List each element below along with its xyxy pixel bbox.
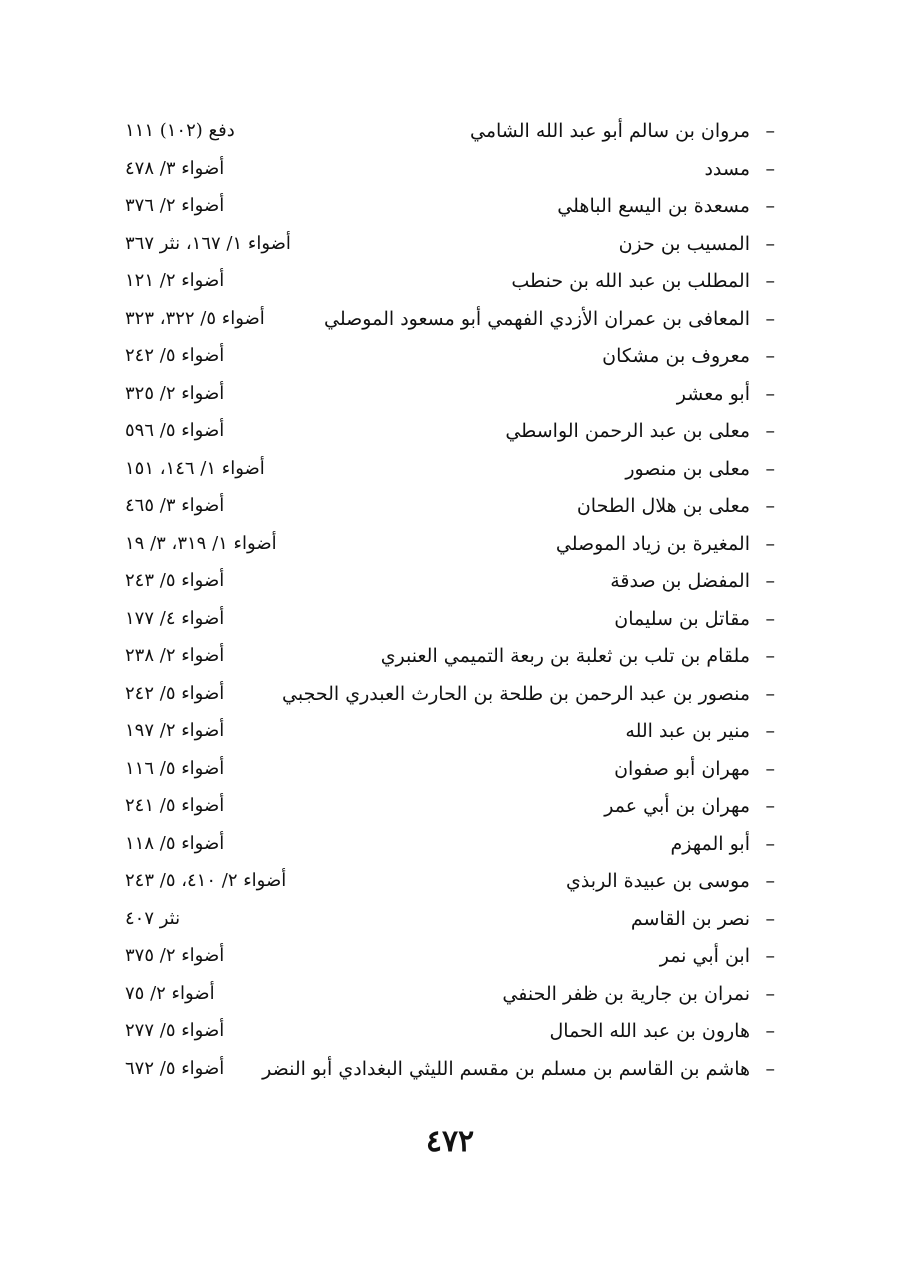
entry-dash: –: [765, 645, 775, 667]
entry-name: المطلب بن عبد الله بن حنطب: [511, 270, 750, 292]
entry-reference-text: أضواء ١/ ١٤٦، ١٥١: [125, 457, 265, 479]
entry-dash: –: [765, 532, 775, 555]
entry-dash: –: [765, 420, 775, 442]
entry-reference-text: أضواء ٣/ ٤٧٨: [125, 157, 225, 179]
index-entry: [0, 114, 900, 152]
entry-reference-text: دفع (١٠٢) ١١١: [125, 120, 235, 141]
entry-dash: –: [765, 195, 775, 217]
index-entry: [0, 189, 900, 227]
entry-dash: –: [765, 120, 775, 142]
entry-dash: –: [765, 345, 775, 367]
entry-name: منصور بن عبد الرحمن بن طلحة بن الحارث العبدري الحجبي: [282, 682, 750, 705]
entry-reference-text: أضواء ١/ ١٦٧، نثر ٣٦٧: [125, 232, 291, 254]
entry-name: مسعدة بن اليسع الباهلي: [557, 195, 750, 217]
entry-name: ابن أبي نمر: [659, 945, 750, 967]
entry-dash: –: [765, 870, 775, 892]
page-number: ٤٧٢: [425, 1124, 475, 1159]
entry-dash: –: [765, 982, 775, 1005]
entry-dash: –: [765, 682, 775, 705]
entry-reference-text: أضواء ٢/ ٣٧٦: [125, 195, 225, 216]
entry-name: هاشم بن القاسم بن مسلم بن مقسم الليثي البغدادي أبو النضر: [262, 1057, 750, 1080]
entry-name: ملقام بن تلب بن ثعلبة بن ربعة التميمي العنبري: [380, 645, 750, 667]
entry-reference-text: أضواء ٥/ ١١٦: [125, 757, 225, 779]
entry-reference-text: أضواء ١/ ٣١٩، ٣/ ١٩: [125, 532, 277, 554]
index-entry: [0, 639, 900, 677]
entry-name: مهران بن أبي عمر: [604, 795, 750, 817]
index-entry: [0, 714, 900, 752]
index-entry: [0, 789, 900, 827]
index-entry: [0, 677, 900, 715]
entry-name: المغيرة بن زياد الموصلي: [555, 532, 750, 555]
entry-dash: –: [765, 607, 775, 630]
index-entry: [0, 152, 900, 190]
entry-dash: –: [765, 457, 775, 480]
entry-dash: –: [765, 720, 775, 742]
entry-reference-text: أضواء ٢/ ٢٣٨: [125, 645, 225, 666]
entry-reference-text: أضواء ٥/ ٦٧٢: [125, 1057, 225, 1079]
index-entry: [0, 564, 900, 602]
entry-dash: –: [765, 795, 775, 817]
entry-dash: –: [765, 907, 775, 930]
entry-name: أبو معشر: [676, 382, 750, 405]
entry-name: معلى بن هلال الطحان: [576, 495, 750, 517]
entry-reference-text: أضواء ٢/ ٤١٠، ٥/ ٢٤٣: [125, 870, 287, 891]
index-entry: [0, 339, 900, 377]
entry-dash: –: [765, 832, 775, 855]
index-entry: [0, 1014, 900, 1052]
entry-dash: –: [765, 1020, 775, 1042]
entry-name: المسيب بن حزن: [618, 232, 750, 255]
entry-reference-text: أضواء ٥/ ٣٢٢، ٣٢٣: [125, 307, 265, 329]
index-entry: [0, 527, 900, 565]
entry-reference-text: أضواء ٣/ ٤٦٥: [125, 495, 225, 516]
entry-name: هارون بن عبد الله الحمال: [549, 1020, 750, 1042]
entry-name: المعافى بن عمران الأزدي الفهمي أبو مسعود الموصلي: [324, 307, 750, 330]
entry-reference-text: أضواء ٥/ ٢٤٣: [125, 570, 225, 591]
entry-reference-text: أضواء ٥/ ٢٤١: [125, 795, 225, 816]
index-entry: [0, 302, 900, 340]
entry-reference-text: أضواء ٢/ ٣٢٥: [125, 382, 225, 404]
entry-dash: –: [765, 945, 775, 967]
entry-dash: –: [765, 157, 775, 180]
entry-name: معلى بن عبد الرحمن الواسطي: [505, 420, 750, 442]
entry-name: منير بن عبد الله: [625, 720, 750, 742]
entry-dash: –: [765, 232, 775, 255]
entry-dash: –: [765, 270, 775, 292]
entry-dash: –: [765, 307, 775, 330]
entry-name: معلى بن منصور: [625, 457, 750, 480]
index-entry: [0, 489, 900, 527]
entry-name: مهران أبو صفوان: [614, 757, 750, 780]
entry-dash: –: [765, 570, 775, 592]
index-entry: [0, 602, 900, 640]
entry-name: أبو المهزم: [670, 832, 750, 855]
index-entry: [0, 752, 900, 790]
entry-dash: –: [765, 757, 775, 780]
entry-reference-text: أضواء ٥/ ٢٤٢: [125, 345, 225, 366]
entry-name: معروف بن مشكان: [602, 345, 750, 367]
index-entry: [0, 1052, 900, 1090]
entry-reference-text: أضواء ٥/ ١١٨: [125, 832, 225, 854]
index-entry: [0, 227, 900, 265]
index-entry: [0, 939, 900, 977]
entry-reference-text: أضواء ٢/ ١٩٧: [125, 720, 225, 741]
index-entry: [0, 977, 900, 1015]
index-entry: [0, 264, 900, 302]
entry-reference-text: أضواء ٤/ ١٧٧: [125, 607, 225, 629]
entry-reference-text: أضواء ٢/ ١٢١: [125, 270, 225, 291]
entry-reference-text: أضواء ٥/ ٢٤٢: [125, 682, 225, 704]
entry-dash: –: [765, 382, 775, 405]
index-entry: [0, 377, 900, 415]
index-entry: [0, 452, 900, 490]
entry-name: نمران بن جارية بن ظفر الحنفي: [502, 982, 750, 1005]
entry-name: مقاتل بن سليمان: [614, 607, 750, 630]
entry-reference-text: أضواء ٢/ ٣٧٥: [125, 945, 225, 966]
entry-name: موسى بن عبيدة الربذي: [565, 870, 750, 892]
entry-name: مروان بن سالم أبو عبد الله الشامي: [470, 120, 750, 142]
index-entry: [0, 414, 900, 452]
entry-dash: –: [765, 495, 775, 517]
entry-reference-text: أضواء ٥/ ٢٧٧: [125, 1020, 225, 1041]
index-entry: [0, 827, 900, 865]
entry-reference-text: نثر ٤٠٧: [125, 907, 181, 929]
entry-name: مسدد: [704, 157, 750, 180]
index-entries: [0, 114, 900, 1089]
entry-name: نصر بن القاسم: [630, 907, 750, 930]
index-entry: [0, 864, 900, 902]
index-entry: [0, 902, 900, 940]
entry-reference-text: أضواء ٢/ ٧٥: [125, 982, 215, 1004]
entry-dash: –: [765, 1057, 775, 1080]
entry-reference-text: أضواء ٥/ ٥٩٦: [125, 420, 225, 441]
entry-name: المفضل بن صدقة: [610, 570, 750, 592]
